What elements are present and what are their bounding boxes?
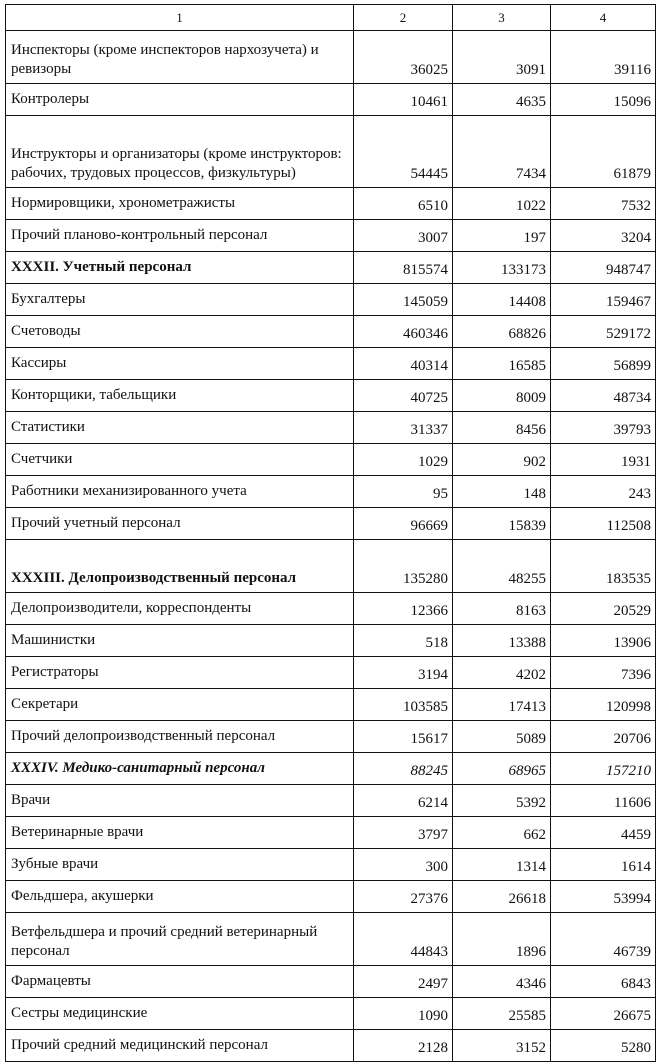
value-col-2: 31337 bbox=[354, 412, 453, 444]
value-col-4: 120998 bbox=[551, 689, 656, 721]
value-col-3: 17413 bbox=[453, 689, 551, 721]
value-col-4: 53994 bbox=[551, 881, 656, 913]
value-col-3: 8456 bbox=[453, 412, 551, 444]
value-col-4: 6843 bbox=[551, 966, 656, 998]
table-row bbox=[6, 348, 656, 380]
value-col-2: 103585 bbox=[354, 689, 453, 721]
section-row bbox=[6, 252, 656, 284]
value-col-4: 15096 bbox=[551, 84, 656, 116]
table-row bbox=[6, 785, 656, 817]
value-col-4: 3204 bbox=[551, 220, 656, 252]
row-label: Бухгалтеры bbox=[6, 284, 354, 316]
value-col-2: 3007 bbox=[354, 220, 453, 252]
value-col-4: 13906 bbox=[551, 625, 656, 657]
value-col-4: 61879 bbox=[551, 116, 656, 188]
column-number-2: 2 bbox=[354, 5, 453, 31]
column-number-row bbox=[6, 5, 656, 31]
value-col-2: 40725 bbox=[354, 380, 453, 412]
row-label: Прочий средний медицинский персонал bbox=[6, 1030, 354, 1062]
value-col-3: 197 bbox=[453, 220, 551, 252]
table-row bbox=[6, 593, 656, 625]
column-number-1: 1 bbox=[6, 5, 354, 31]
row-label: Статистики bbox=[6, 412, 354, 444]
value-col-3: 148 bbox=[453, 476, 551, 508]
value-col-4: 1614 bbox=[551, 849, 656, 881]
value-col-3: 16585 bbox=[453, 348, 551, 380]
value-col-2: 460346 bbox=[354, 316, 453, 348]
value-col-3: 48255 bbox=[453, 540, 551, 593]
value-col-3: 5089 bbox=[453, 721, 551, 753]
value-col-4: 183535 bbox=[551, 540, 656, 593]
value-col-2: 300 bbox=[354, 849, 453, 881]
row-label: Прочий делопроизводственный персонал bbox=[6, 721, 354, 753]
value-col-3: 13388 bbox=[453, 625, 551, 657]
row-label: Счетоводы bbox=[6, 316, 354, 348]
row-label: Ветфельдшера и прочий средний ветеринарный персонал bbox=[6, 913, 354, 966]
value-col-4: 5280 bbox=[551, 1030, 656, 1062]
value-col-2: 36025 bbox=[354, 31, 453, 84]
value-col-2: 27376 bbox=[354, 881, 453, 913]
value-col-4: 157210 bbox=[551, 753, 656, 785]
column-number-4: 4 bbox=[551, 5, 656, 31]
row-label: Регистраторы bbox=[6, 657, 354, 689]
table-row bbox=[6, 412, 656, 444]
table-row bbox=[6, 721, 656, 753]
section-row bbox=[6, 753, 656, 785]
value-col-2: 2497 bbox=[354, 966, 453, 998]
value-col-2: 145059 bbox=[354, 284, 453, 316]
value-col-4: 39116 bbox=[551, 31, 656, 84]
row-label: Кассиры bbox=[6, 348, 354, 380]
value-col-3: 133173 bbox=[453, 252, 551, 284]
value-col-3: 902 bbox=[453, 444, 551, 476]
value-col-4: 7532 bbox=[551, 188, 656, 220]
table-row bbox=[6, 508, 656, 540]
value-col-3: 4635 bbox=[453, 84, 551, 116]
value-col-4: 39793 bbox=[551, 412, 656, 444]
value-col-4: 1931 bbox=[551, 444, 656, 476]
statistics-table bbox=[5, 4, 656, 1062]
value-col-2: 10461 bbox=[354, 84, 453, 116]
value-col-4: 7396 bbox=[551, 657, 656, 689]
value-col-3: 68965 bbox=[453, 753, 551, 785]
row-label: Фармацевты bbox=[6, 966, 354, 998]
value-col-3: 4202 bbox=[453, 657, 551, 689]
value-col-4: 56899 bbox=[551, 348, 656, 380]
value-col-3: 15839 bbox=[453, 508, 551, 540]
value-col-2: 815574 bbox=[354, 252, 453, 284]
table-row bbox=[6, 84, 656, 116]
value-col-3: 7434 bbox=[453, 116, 551, 188]
value-col-4: 26675 bbox=[551, 998, 656, 1030]
value-col-2: 15617 bbox=[354, 721, 453, 753]
table-row bbox=[6, 116, 656, 188]
row-label: Зубные врачи bbox=[6, 849, 354, 881]
value-col-3: 68826 bbox=[453, 316, 551, 348]
value-col-4: 529172 bbox=[551, 316, 656, 348]
value-col-3: 1896 bbox=[453, 913, 551, 966]
value-col-2: 12366 bbox=[354, 593, 453, 625]
value-col-4: 48734 bbox=[551, 380, 656, 412]
table-row bbox=[6, 188, 656, 220]
row-label: Фельдшера, акушерки bbox=[6, 881, 354, 913]
value-col-4: 4459 bbox=[551, 817, 656, 849]
table-row bbox=[6, 881, 656, 913]
row-label: Контролеры bbox=[6, 84, 354, 116]
value-col-3: 4346 bbox=[453, 966, 551, 998]
value-col-2: 2128 bbox=[354, 1030, 453, 1062]
value-col-3: 3152 bbox=[453, 1030, 551, 1062]
table-row bbox=[6, 817, 656, 849]
value-col-3: 662 bbox=[453, 817, 551, 849]
value-col-2: 6510 bbox=[354, 188, 453, 220]
section-heading: XXXIII. Делопроизводственный персонал bbox=[6, 540, 354, 593]
value-col-2: 40314 bbox=[354, 348, 453, 380]
column-number-3: 3 bbox=[453, 5, 551, 31]
value-col-2: 1090 bbox=[354, 998, 453, 1030]
table-row bbox=[6, 316, 656, 348]
value-col-4: 11606 bbox=[551, 785, 656, 817]
row-label: Машинистки bbox=[6, 625, 354, 657]
value-col-4: 159467 bbox=[551, 284, 656, 316]
row-label: Счетчики bbox=[6, 444, 354, 476]
row-label: Работники механизированного учета bbox=[6, 476, 354, 508]
value-col-3: 8163 bbox=[453, 593, 551, 625]
value-col-3: 25585 bbox=[453, 998, 551, 1030]
value-col-2: 54445 bbox=[354, 116, 453, 188]
table-row bbox=[6, 625, 656, 657]
value-col-2: 6214 bbox=[354, 785, 453, 817]
value-col-2: 3797 bbox=[354, 817, 453, 849]
row-label: Врачи bbox=[6, 785, 354, 817]
value-col-4: 20706 bbox=[551, 721, 656, 753]
row-label: Прочий планово-контрольный персонал bbox=[6, 220, 354, 252]
value-col-2: 96669 bbox=[354, 508, 453, 540]
table-row bbox=[6, 476, 656, 508]
row-label: Нормировщики, хронометражисты bbox=[6, 188, 354, 220]
section-row bbox=[6, 540, 656, 593]
value-col-3: 5392 bbox=[453, 785, 551, 817]
value-col-3: 8009 bbox=[453, 380, 551, 412]
table-row bbox=[6, 689, 656, 721]
row-label: Инструкторы и организаторы (кроме инструкторов: рабочих, трудовых процессов, физкультуры) bbox=[6, 116, 354, 188]
row-label: Ветеринарные врачи bbox=[6, 817, 354, 849]
value-col-2: 95 bbox=[354, 476, 453, 508]
value-col-3: 14408 bbox=[453, 284, 551, 316]
table-row bbox=[6, 444, 656, 476]
value-col-4: 243 bbox=[551, 476, 656, 508]
row-label: Секретари bbox=[6, 689, 354, 721]
value-col-3: 1022 bbox=[453, 188, 551, 220]
value-col-2: 135280 bbox=[354, 540, 453, 593]
table-row bbox=[6, 998, 656, 1030]
row-label: Конторщики, табельщики bbox=[6, 380, 354, 412]
table-row bbox=[6, 31, 656, 84]
table-row bbox=[6, 966, 656, 998]
section-heading: XXXII. Учетный персонал bbox=[6, 252, 354, 284]
value-col-2: 88245 bbox=[354, 753, 453, 785]
value-col-2: 44843 bbox=[354, 913, 453, 966]
value-col-4: 20529 bbox=[551, 593, 656, 625]
value-col-3: 3091 bbox=[453, 31, 551, 84]
value-col-2: 3194 bbox=[354, 657, 453, 689]
table-row bbox=[6, 284, 656, 316]
value-col-2: 1029 bbox=[354, 444, 453, 476]
row-label: Инспекторы (кроме инспекторов нархозучета) и ревизоры bbox=[6, 31, 354, 84]
value-col-3: 1314 bbox=[453, 849, 551, 881]
table-row bbox=[6, 220, 656, 252]
value-col-4: 46739 bbox=[551, 913, 656, 966]
table-row bbox=[6, 849, 656, 881]
table-row bbox=[6, 913, 656, 966]
row-label: Прочий учетный персонал bbox=[6, 508, 354, 540]
value-col-2: 518 bbox=[354, 625, 453, 657]
table-row bbox=[6, 380, 656, 412]
row-label: Делопроизводители, корреспонденты bbox=[6, 593, 354, 625]
table-row bbox=[6, 657, 656, 689]
value-col-4: 112508 bbox=[551, 508, 656, 540]
row-label: Сестры медицинские bbox=[6, 998, 354, 1030]
section-heading: XXXIV. Медико-санитарный персонал bbox=[6, 753, 354, 785]
value-col-3: 26618 bbox=[453, 881, 551, 913]
value-col-4: 948747 bbox=[551, 252, 656, 284]
